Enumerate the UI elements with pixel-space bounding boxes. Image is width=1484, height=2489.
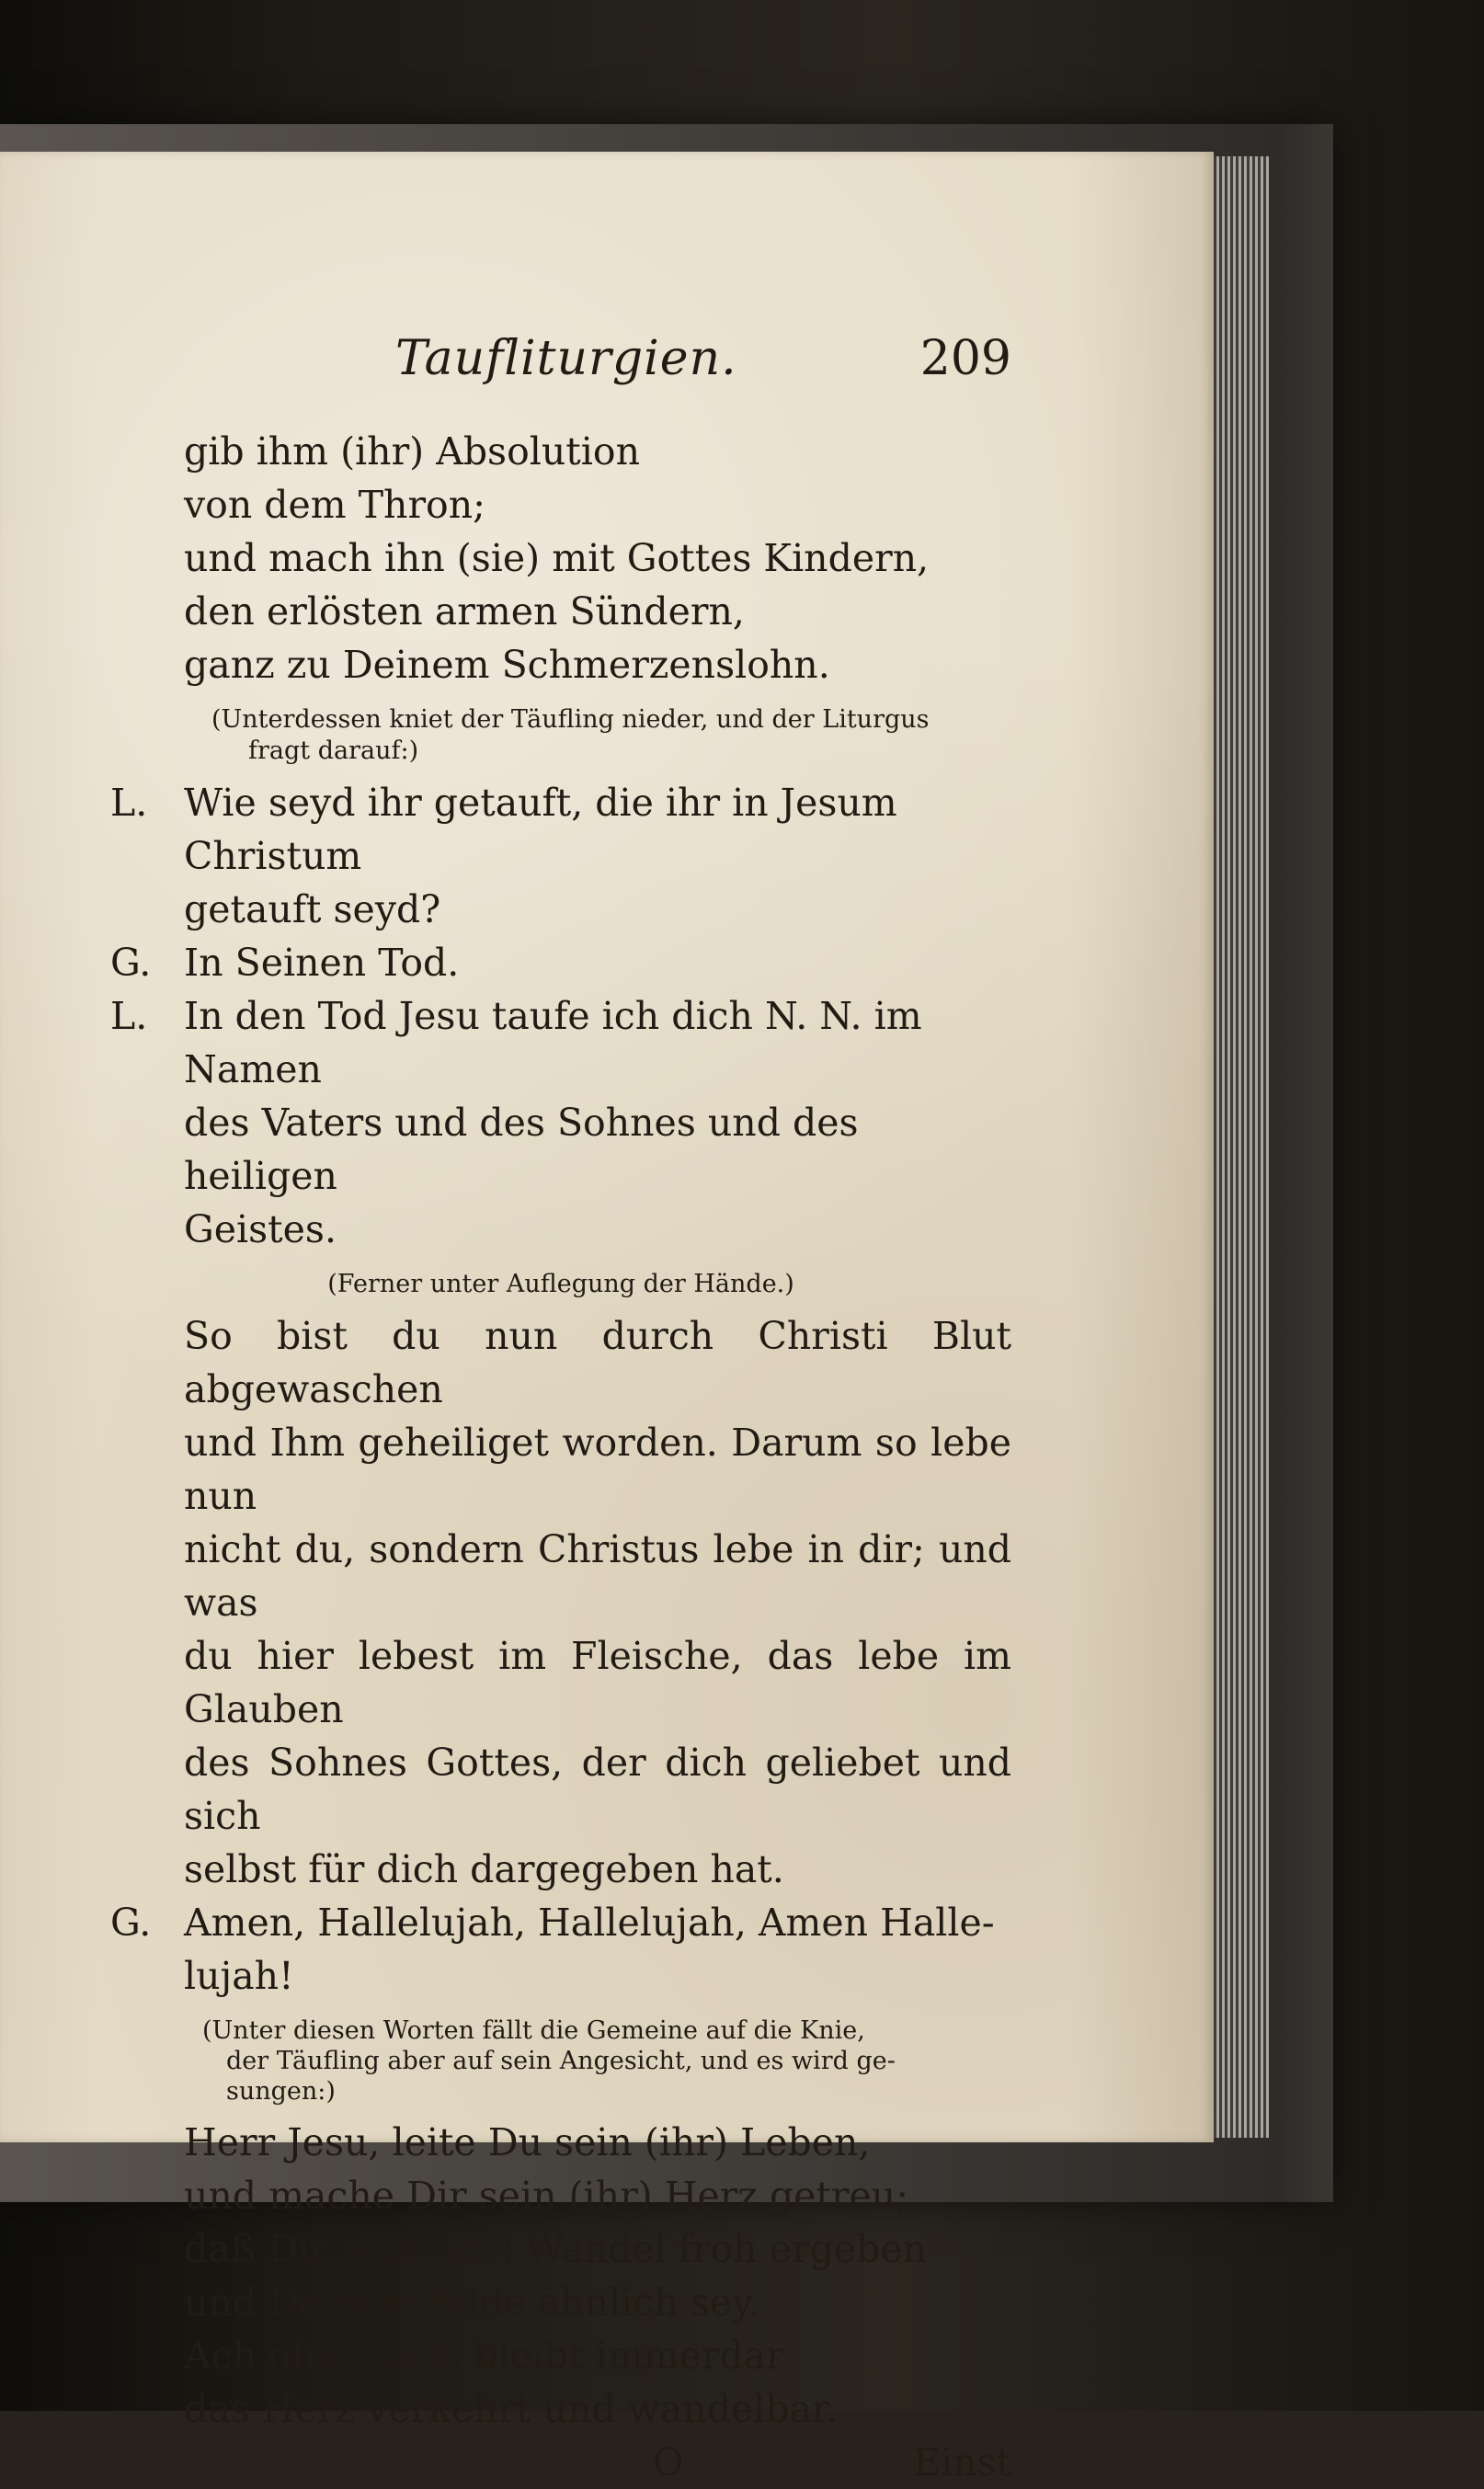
verse-line: den erlösten armen Sündern, [184, 589, 745, 634]
blessing-line: des Sohnes Gottes, der dich geliebet und sich [184, 1741, 1011, 1838]
signature-mark: O [653, 2440, 684, 2484]
blessing-line: So bist du nun durch Christi Blut abgewaschen [184, 1314, 1011, 1411]
running-title: Taufliturgien. [395, 331, 737, 386]
page-number: 209 [919, 331, 1011, 386]
hymn-line: das Herz verkehrt und wandelbar. [184, 2387, 839, 2431]
blessing-line: du hier lebest im Fleische, das lebe im Glauben [184, 1634, 1011, 1731]
hymn-line: und mache Dir sein (ihr) Herz getreu; [184, 2174, 909, 2218]
exchange-line: In den Tod Jesu taufe ich dich N. N. im Namen [184, 994, 922, 1091]
exchange-line: In Seinen Tod. [184, 941, 460, 985]
hymn-line: daß Dir sein (ihr) Wandel froh ergeben [184, 2227, 927, 2271]
hymn-line: Ach ohne Dich bleibt immerdar [184, 2334, 784, 2378]
note-line: (Unter diesen Worten fällt die Gemeine auf die Knie, [202, 2016, 865, 2045]
exchange-1 [110, 776, 1011, 936]
exchange-3 [110, 989, 1011, 1256]
speaker-label: G. [110, 941, 152, 985]
exchange-4 [110, 1896, 1011, 2003]
hymn-line: Herr Jesu, leite Du sein (ihr) Leben, [184, 2120, 871, 2164]
note-line: sungen:) [226, 2077, 336, 2106]
exchange-line: getauft seyd? [184, 887, 441, 931]
blessing-line: und Ihm geheiliget worden. Darum so lebe nun [184, 1421, 1011, 1518]
note-line: fragt darauf:) [248, 736, 419, 765]
verse-line: und mach ihn (sie) mit Gottes Kindern, [184, 536, 930, 580]
exchange-2 [110, 936, 1011, 989]
stage-direction-3 [110, 2015, 1011, 2107]
exchange-line: Geistes. [184, 1207, 337, 1251]
hymn-line: und Deinem Bilde ähnlich sey. [184, 2280, 760, 2324]
exchange-line: Wie seyd ihr getauft, die ihr in Jesum Christum [184, 781, 897, 878]
verse-line: ganz zu Deinem Schmerzenslohn. [184, 643, 830, 687]
blessing-line: nicht du, sondern Christus lebe in dir; und was [184, 1527, 1011, 1625]
speaker-label: L. [110, 781, 148, 825]
blessing-paragraph [110, 1309, 1011, 1896]
stage-direction-2: (Ferner unter Auflegung der Hände.) [327, 1270, 794, 1298]
running-head [184, 331, 1011, 414]
opening-verse [110, 425, 1011, 691]
verse-line: gib ihm (ihr) Absolution [184, 429, 640, 474]
speaker-label: G. [110, 1901, 152, 1945]
page-text [110, 425, 1011, 2489]
verse-line: von dem Thron; [184, 483, 485, 527]
note-line: (Unterdessen kniet der Täufling nieder, und der Liturgus [211, 705, 930, 734]
note-line: der Täufling aber auf sein Angesicht, und es wird ge- [226, 2047, 896, 2075]
page-edges [1214, 156, 1269, 2138]
blessing-line: selbst für dich dargegeben hat. [184, 1847, 784, 1891]
hymn-verse [110, 2116, 1011, 2436]
footer-row [110, 2436, 1011, 2489]
exchange-line: lujah! [184, 1954, 294, 1998]
catchword: Einst [913, 2440, 1011, 2484]
exchange-line: des Vaters und des Sohnes und des heiligen [184, 1101, 859, 1198]
stage-direction-1 [110, 704, 1011, 767]
speaker-label: L. [110, 994, 148, 1038]
exchange-line: Amen, Hallelujah, Hallelujah, Amen Halle- [184, 1901, 995, 1945]
